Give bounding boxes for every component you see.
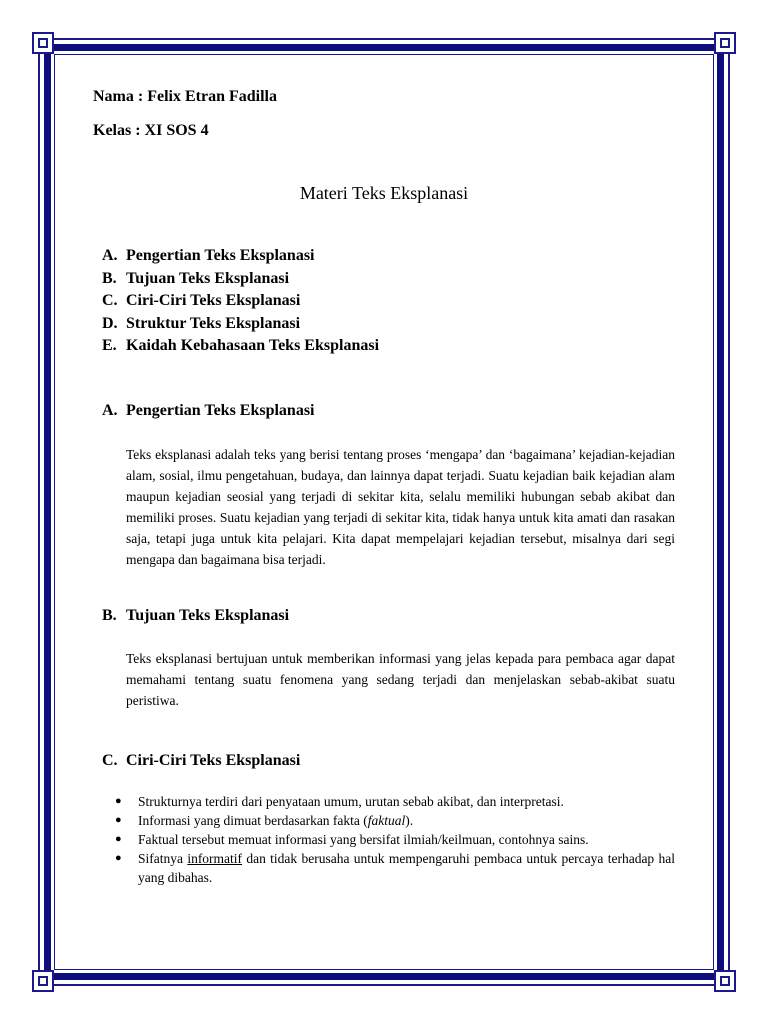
student-class: Kelas : XI SOS 4 bbox=[93, 122, 209, 139]
bullet-icon: ● bbox=[115, 794, 122, 807]
list-item bbox=[115, 811, 675, 830]
toc-marker: D. bbox=[102, 314, 118, 332]
text-run: ). bbox=[405, 812, 414, 828]
italic-term: faktual bbox=[367, 812, 406, 828]
toc-label: Ciri-Ciri Teks Eksplanasi bbox=[126, 292, 301, 309]
toc-item bbox=[102, 245, 675, 268]
list-item-text bbox=[138, 811, 675, 830]
section-heading-text: Pengertian Teks Eksplanasi bbox=[126, 401, 315, 419]
toc-label: Struktur Teks Eksplanasi bbox=[126, 314, 301, 332]
border-corner-bottom-left bbox=[32, 970, 54, 992]
ciri-ciri-list bbox=[115, 792, 675, 887]
border-corner-top-right bbox=[714, 32, 736, 54]
text-run: dan tidak berusaha untuk mempengaruhi pembaca untuk percaya terhadap hal yang dibahas. bbox=[138, 850, 675, 885]
section-heading-ciri-ciri bbox=[102, 750, 675, 772]
section-paragraph-pengertian: Teks eksplanasi adalah teks yang berisi tentang proses ‘mengapa’ dan ‘bagaimana’ kejadian-kejadian alam, sosial, ilmu pengetahuan, budaya, dan lainnya dapat terjadi. Suatu kejadian baik kejadian alam maupun kejadian seosial yang terjadi di sekitar kita, selalu memiliki hubungan sebab akibat dan memiliki proses. Suatu kejadian yang terjadi di sekitar kita, tidak hanya untuk kita amati dan rasakan saja, tetapi juga untuk kita pelajari. Kita dapat mempelajari kejadian tersebut, misalnya dari segi mengapa dan bagaimana bisa terjadi. bbox=[126, 446, 675, 567]
section-heading-text: Ciri-Ciri Teks Eksplanasi bbox=[126, 751, 301, 769]
list-item-text: Strukturnya terdiri dari penyataan umum, urutan sebab akibat, dan interpretasi. bbox=[138, 793, 564, 809]
bullet-icon: ● bbox=[115, 832, 122, 845]
list-item-text bbox=[138, 849, 675, 887]
section-marker: C. bbox=[102, 751, 118, 769]
toc-item bbox=[102, 290, 675, 313]
list-item-text: Faktual tersebut memuat informasi yang bersifat ilmiah/keilmuan, contohnya sains. bbox=[138, 831, 589, 847]
section-heading-text: Tujuan Teks Eksplanasi bbox=[126, 606, 290, 624]
section-marker: A. bbox=[102, 401, 118, 419]
toc-marker: B. bbox=[102, 269, 117, 287]
toc-label: Kaidah Kebahasaan Teks Eksplanasi bbox=[126, 337, 380, 354]
text-run: Sifatnya bbox=[138, 850, 188, 866]
section-paragraph-tujuan: Teks eksplanasi bertujuan untuk memberikan informasi yang jelas kepada para pembaca agar dapat memahami tentang suatu fenomena yang sedang terjadi dan menjelaskan sebab-akibat suatu peristiwa. bbox=[126, 650, 675, 708]
document-title: Materi Teks Eksplanasi bbox=[299, 183, 469, 203]
section-marker: B. bbox=[102, 606, 117, 624]
toc-marker: C. bbox=[102, 292, 118, 309]
bullet-icon: ● bbox=[115, 813, 122, 826]
bullet-icon: ● bbox=[115, 851, 122, 864]
student-name: Nama : Felix Etran Fadilla bbox=[93, 88, 277, 105]
toc-marker: E. bbox=[102, 337, 117, 354]
toc-item bbox=[102, 268, 675, 291]
list-item bbox=[115, 830, 675, 849]
list-item bbox=[115, 849, 675, 887]
toc-item bbox=[102, 313, 675, 336]
section-heading-tujuan bbox=[102, 605, 675, 627]
document-body bbox=[93, 84, 675, 887]
table-of-contents bbox=[102, 245, 675, 358]
underlined-term: informatif bbox=[187, 850, 243, 866]
toc-label: Pengertian Teks Eksplanasi bbox=[126, 247, 315, 264]
text-run: Informasi yang dimuat berdasarkan fakta ( bbox=[138, 812, 368, 828]
border-corner-bottom-right bbox=[714, 970, 736, 992]
toc-marker: A. bbox=[102, 247, 118, 264]
list-item bbox=[115, 792, 675, 811]
section-heading-pengertian bbox=[102, 400, 675, 422]
border-corner-top-left bbox=[32, 32, 54, 54]
toc-label: Tujuan Teks Eksplanasi bbox=[126, 269, 290, 287]
toc-item bbox=[102, 335, 675, 358]
